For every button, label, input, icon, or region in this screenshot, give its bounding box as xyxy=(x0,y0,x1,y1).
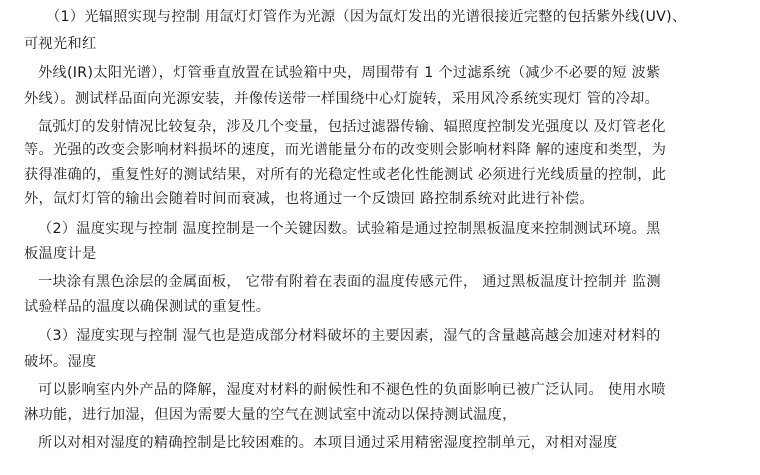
text-line-13: （3）湿度实现与控制 湿气也是造成部分材料破坏的主要因素，湿气的含量越高越会加速对材料的 xyxy=(38,328,661,344)
text-line-10: 板温度计是 xyxy=(24,246,97,262)
text-line-6: 等。光强的改变会影响材料损坏的速度，而光谱能量分布的改变则会影响材料降 解的速度和类型，为 xyxy=(24,142,667,158)
text-line-9: （2）温度实现与控制 温度控制是一个关键因数。试验箱是通过控制黑板温度来控制测试环境。黑 xyxy=(38,221,661,237)
text-line-11: 一块涂有黑色涂层的金属面板， 它带有附着在表面的温度传感元件， 通过黑板温度计控制并 监测 xyxy=(38,274,661,290)
text-line-16: 淋功能，进行加湿，但因为需要大量的空气在测试室中流动以保持测试温度， xyxy=(24,407,517,423)
text-line-3: 外线(IR)太阳光谱），灯管垂直放置在试验箱中央，周围带有 1 个过滤系统（减少不必要的短 波紫 xyxy=(38,65,661,81)
text-line-1: （1）光辐照实现与控制 用氙灯灯管作为光源（因为氙灯发出的光谱很接近完整的包括紫外线(UV)、 xyxy=(46,9,687,25)
text-line-14: 破坏。湿度 xyxy=(24,354,97,370)
text-line-7: 获得准确的，重复性好的测试结果，对所有的光稳定性或老化性能测试 必须进行光线质量的控制，此 xyxy=(24,167,667,183)
text-line-12: 试验样品的温度以确保测试的重复性。 xyxy=(24,299,271,315)
text-line-8: 外，氙灯灯管的输出会随着时间而衰减，也将通过一个反馈回 路控制系统对此进行补偿。 xyxy=(24,191,594,207)
text-line-5: 氙弧灯的发射情况比较复杂，涉及几个变量，包括过滤器传输、辐照度控制发光强度以 及灯管老化 xyxy=(38,119,666,135)
text-line-4: 外线）。测试样品面向光源安装，并像传送带一样围绕中心灯旋转，采用风冷系统实现灯 管的冷却。 xyxy=(24,91,660,107)
text-line-15: 可以影响室内外产品的降解，湿度对材料的耐候性和不褪色性的负面影响已被广泛认同。 使用水喷 xyxy=(38,382,666,398)
text-line-2: 可视光和红 xyxy=(24,36,97,52)
text-line-17: 所以对相对湿度的精确控制是比较困难的。本项目通过采用精密湿度控制单元，对相对湿度 xyxy=(38,435,618,451)
